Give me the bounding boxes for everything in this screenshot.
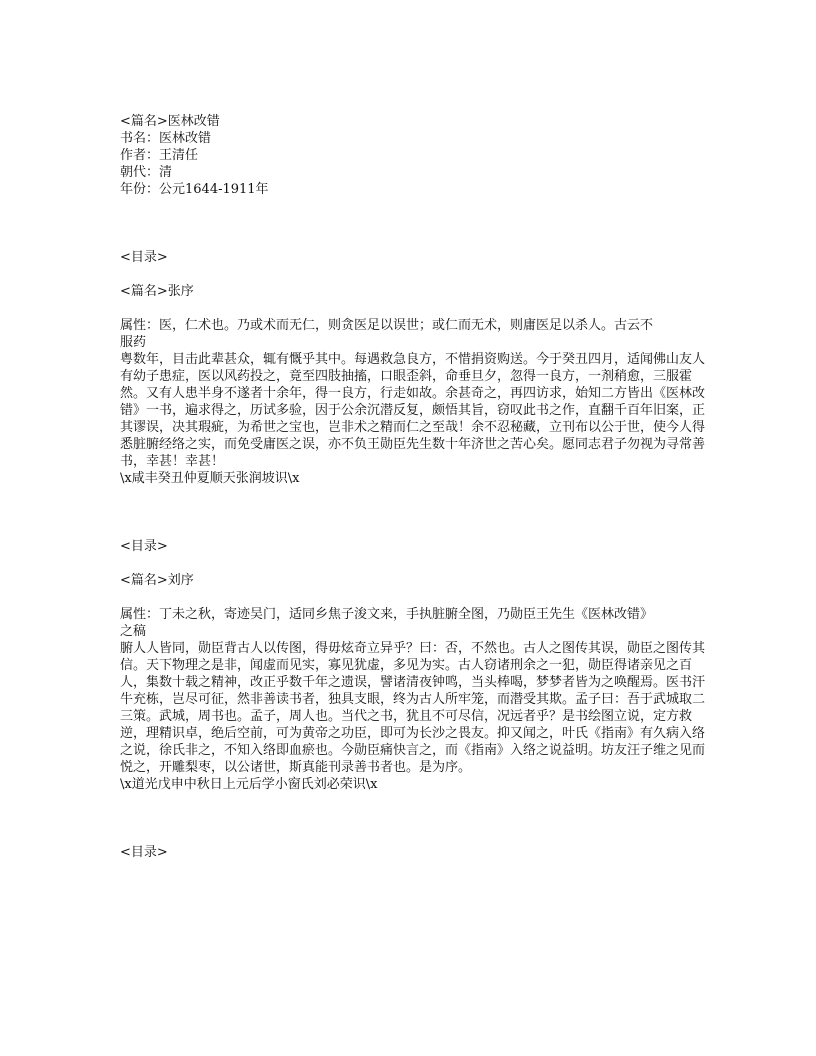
section-body-text: 腑人人皆同，勋臣背古人以传图，得毋炫奇立异乎？曰：否，不然也。古人之图传其误，勋臣之图传其信。天下物理之是非，闻虚而见实，寡见犹虚，多见为实。古人窃诸刑余之一犯，勋臣得诸亲见之百人，集数十载之精神，改正乎数千年之遗误，譬诸清夜钟鸣，当头棒喝，梦梦者皆为之唤醒焉。医书汗牛充栋，岂尽可征，然非善读书者，独具支眼，终为古人所牢笼，而潜受其欺。孟子曰：吾于武城取二三策。武城，周书也。孟子，周人也。当代之书，犹且不可尽信，况远者乎？是书绘图立说，定方救逆，理精识卓，绝后空前，可为黄帝之功臣，即可为长沙之畏友。抑又闻之，叶氏《指南》有久病入络之说，徐氏非之，不知入络即血瘀也。今勋臣痛快言之，而《指南》入络之说益明。坊友汪子维之见而悦之，开雕梨枣，以公诸世，斯真能刊录善书者也。是为序。 bbox=[120, 641, 706, 775]
spacer bbox=[120, 793, 710, 844]
year-range: 年份：公元1644-1911年 bbox=[120, 182, 269, 197]
section-attribute-continuation: 之稿 bbox=[120, 624, 147, 639]
toc-link[interactable]: <目录> bbox=[120, 250, 168, 265]
toc-link[interactable]: <目录> bbox=[120, 539, 168, 554]
section-attribute-line: 属性：丁未之秋，寄迹吴门，适同乡焦子浚文来，手执脏腑全图，乃勋臣王先生《医林改错》 bbox=[120, 607, 654, 622]
section-attribute-line: 属性：医，仁术也。乃或术而无仁，则贪医足以误世；或仁而无术，则庸医足以杀人。古云不 bbox=[120, 318, 654, 333]
book-name: 书名：医林改错 bbox=[120, 131, 212, 146]
spacer bbox=[120, 589, 710, 606]
dynasty: 朝代：清 bbox=[120, 165, 173, 180]
section-signature: \x道光戊申中秋日上元后学小窗氏刘必荣识\x bbox=[120, 777, 378, 792]
spacer bbox=[120, 198, 710, 249]
spacer bbox=[120, 300, 710, 317]
document-page bbox=[120, 113, 710, 861]
section-attribute-continuation: 服药 bbox=[120, 335, 147, 350]
chapter-title: <篇名>医林改错 bbox=[120, 114, 220, 129]
spacer bbox=[120, 487, 710, 538]
section-body-text: 粤数年，目击此辈甚众，辄有慨乎其中。每遇救急良方，不惜捐资购送。今于癸丑四月，适闻佛山友人有幼子患症，医以风药投之，竟至四肢抽搐，口眼歪斜，命垂旦夕，忽得一良方，一剂稍愈，三服霍然。又有人患半身不遂者十余年，得一良方，行走如故。余甚奇之，再四访求，始知二方皆出《医林改错》一书，遍求得之，历试多验，因于公余沉潜反复，颇悟其旨，窃叹此书之作，直翻千百年旧案，正其谬误，决其瑕疵，为希世之宝也，岂非术之精而仁之至哉！余不忍秘藏，立刊布以公于世，使今人得悉脏腑经络之实，而免受庸医之误，亦不负王勋臣先生数十年济世之苦心矣。愿同志君子勿视为寻常善书，幸甚！幸甚！ bbox=[120, 352, 706, 469]
spacer bbox=[120, 555, 710, 572]
author-name: 作者：王清任 bbox=[120, 148, 199, 163]
toc-link[interactable]: <目录> bbox=[120, 845, 168, 860]
section-signature: \x咸丰癸丑仲夏顺天张润坡识\x bbox=[120, 471, 300, 486]
section-title-zhang-preface: <篇名>张序 bbox=[120, 284, 194, 299]
section-title-liu-preface: <篇名>刘序 bbox=[120, 573, 194, 588]
spacer bbox=[120, 266, 710, 283]
